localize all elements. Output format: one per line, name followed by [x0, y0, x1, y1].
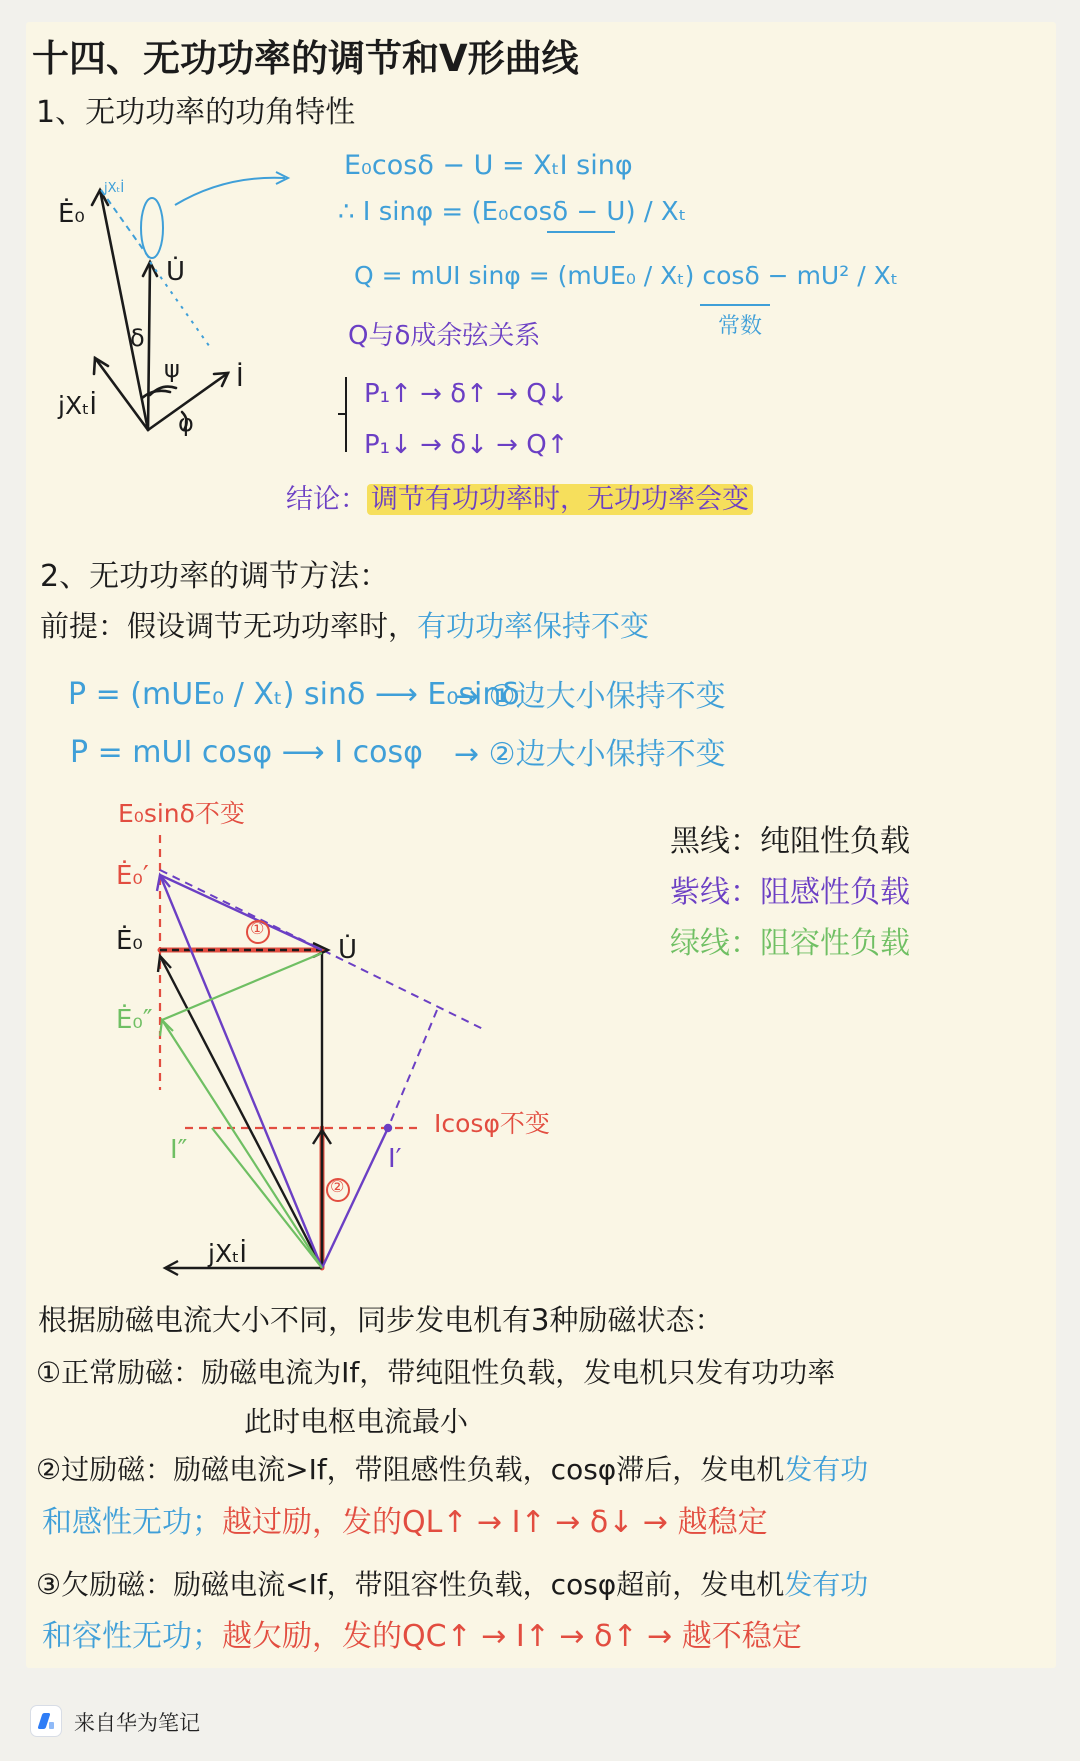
q-delta-relation: Q与δ成余弦关系 [348, 321, 541, 351]
e0-prime-phasor [160, 875, 322, 1268]
label-delta: δ [130, 324, 145, 352]
constant-note: 常数 [718, 314, 763, 339]
source-label: 来自华为笔记 [74, 1711, 200, 1735]
state3-line2-red: 越欠励，发的QC↑ → I↑ → δ↑ → 越不稳定 [222, 1619, 802, 1654]
state2-line2 [42, 1506, 768, 1541]
source-footer [0, 1690, 1080, 1750]
legend-purple: 紫线：阻感性负载 [670, 875, 910, 910]
case-p-increase: P₁↑ → δ↑ → Q↓ [364, 379, 569, 409]
e0-phasor-2 [160, 956, 322, 1268]
purple-dashed-link [388, 1010, 437, 1128]
legend-black: 黑线：纯阻性负载 [670, 824, 910, 859]
states-intro: 根据励磁电流大小不同，同步发电机有3种励磁状态： [38, 1303, 724, 1337]
e0-prime-to-u [160, 875, 322, 950]
conclusion-label: 结论： [286, 484, 367, 515]
label-psi: ψ [164, 355, 180, 383]
e0-dprime-to-u [162, 953, 322, 1020]
state2-line2-red: 越过励，发的QL↑ → I↑ → δ↓ → 越稳定 [222, 1505, 768, 1540]
label-u: U̇ [166, 257, 186, 287]
label-e0-dprime: Ė₀″ [116, 1005, 153, 1035]
formula-3: Q = mUI sinφ = (mUE₀ / Xₜ) cosδ − mU² / Xₜ [354, 261, 899, 290]
label-e0-sin-constant: E₀sinδ不变 [118, 799, 245, 828]
case-p-decrease: P₁↓ → δ↓ → Q↑ [364, 430, 569, 460]
section2-heading: 2、无功功率的调节方法： [40, 559, 390, 594]
legend-green: 绿线：阻容性负载 [670, 926, 910, 961]
formula-1: E₀cosδ − U = XₜI sinφ [344, 150, 633, 181]
label-i-dprime: I″ [170, 1135, 188, 1165]
label-e0: Ė₀ [58, 199, 85, 229]
state1-line1: ①正常励磁：励磁电流为If，带纯阻性负载，发电机只发有功功率 [36, 1356, 836, 1389]
label-i-cos-constant: Icosφ不变 [434, 1109, 550, 1138]
label-jxti: jXₜİ [58, 391, 97, 420]
label-jxti-2: jXₜİ [208, 1239, 247, 1268]
state3-line1-text: ③欠励磁：励磁电流<If，带阻容性负载，cosφ超前，发电机 [36, 1568, 785, 1601]
label-u-2: U̇ [338, 935, 358, 965]
section1-heading: 1、无功功率的功角特性 [36, 95, 356, 130]
active-power-eq-2: P = mUI cosφ ⟶ I cosφ [70, 735, 423, 770]
huawei-notes-logo-icon [30, 1705, 62, 1737]
label-jxti-small: jXₜİ [104, 181, 125, 196]
label-i-prime: I′ [388, 1144, 402, 1174]
state2-line2-blue: 和感性无功； [42, 1505, 222, 1540]
premise-prefix: 前提：假设调节无功功率时， [40, 609, 418, 643]
label-e0-2: Ė₀ [116, 926, 143, 956]
state2-line1 [36, 1454, 868, 1486]
i-prime-tip [385, 1125, 391, 1131]
state2-line1-text: ②过励磁：励磁电流>If，带阻感性负载，cosφ滞后，发电机 [36, 1453, 785, 1486]
legend-item [670, 927, 910, 962]
mark-1: ① [250, 919, 265, 938]
legend-item [670, 825, 910, 860]
state1-line2: 此时电枢电流最小 [244, 1405, 469, 1438]
formula-2: ∴ I sinφ = (E₀cosδ − U) / Xₜ [338, 197, 687, 227]
label-e0-prime: Ė₀′ [116, 861, 149, 891]
eq2-result-text: → ②边大小保持不变 [454, 737, 726, 772]
legend-item [670, 876, 910, 911]
state3-line2 [42, 1620, 802, 1655]
state2-line1-blue: 发有功 [784, 1453, 869, 1486]
state3-line1 [36, 1569, 868, 1601]
active-power-eq-1: P = (mUE₀ / Xₜ) sinδ ⟶ E₀sinδ [68, 677, 520, 712]
label-phi: φ [178, 409, 194, 437]
state3-line1-blue: 发有功 [784, 1568, 869, 1601]
page-title: 十四、无功功率的调节和V形曲线 [32, 37, 579, 80]
conclusion-highlight: 调节有功功率时，无功功率会变 [367, 484, 753, 515]
premise-highlight: 有功功率保持不变 [417, 609, 650, 643]
eq1-result-text: → ①边大小保持不变 [454, 679, 726, 714]
label-i: İ [236, 363, 244, 393]
mark-2: ② [330, 1177, 345, 1196]
state3-line2-blue: 和容性无功； [42, 1619, 222, 1654]
